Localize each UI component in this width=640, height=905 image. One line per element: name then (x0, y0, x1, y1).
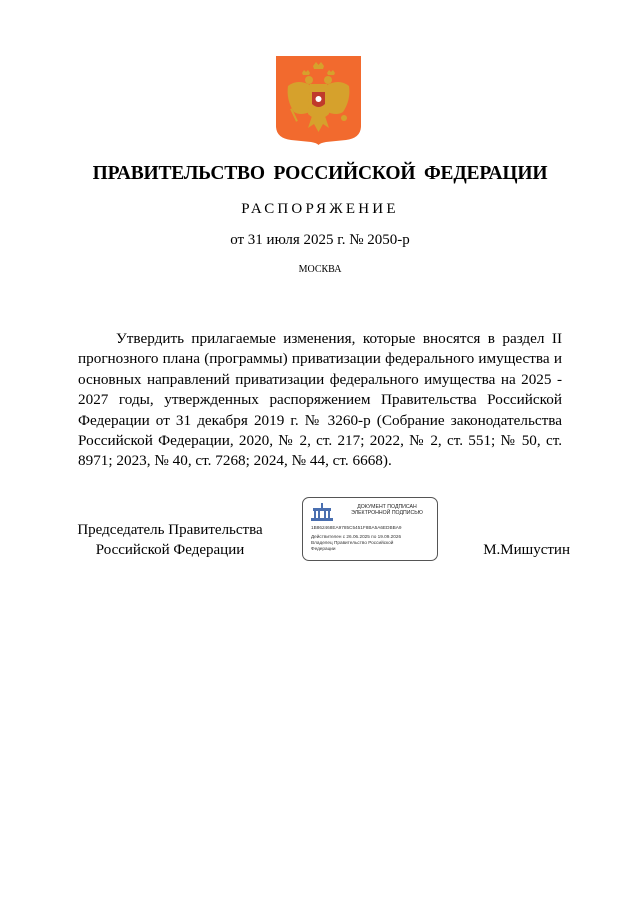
stamp-certificate-serial: 1B862468EA9785C5451F8BA5A6EDBBA9 (311, 525, 402, 530)
stamp-owner-line1: Владелец Правительство Российской (311, 540, 394, 545)
stamp-heading-line1: ДОКУМЕНТ ПОДПИСАН (357, 504, 417, 510)
document-city: МОСКВА (298, 264, 342, 275)
document-type: РАСПОРЯЖЕНИЕ (241, 201, 399, 217)
e-signature-stamp (302, 497, 438, 561)
stamp-validity: Действителен с 26.06.2025 по 19.09.2026 (311, 534, 402, 539)
signer-position (70, 520, 270, 560)
body-paragraph: Утвердить прилагаемые изменения, которые вносятся в раздел II прогнозного плана (программы) приватизации федерального имущества и основных направлений приватизации федерального имущества на 2025 - 2027 годы, утвержденных распоряжением Правительства Российской Федерации от 31 декабря 2019 г. № 3260-р (Собрание законодательства Российской Федерации, 2020, № 2, ст. 217; 2022, № 2, ст. 551; № 50, ст. 8971; 2023, № 40, ст. 7268; 2024, № 44, ст. 6668). (78, 330, 562, 470)
signer-position-line1: Председатель Правительства (77, 522, 263, 538)
coat-of-arms-icon (276, 56, 361, 145)
stamp-owner-line2: Федерации (311, 546, 336, 551)
stamp-heading-line2: ЭЛЕКТРОННОЙ ПОДПИСЬЮ (351, 510, 423, 517)
signer-name: М.Мишустин (483, 542, 570, 558)
government-building-icon (310, 503, 334, 521)
document-date-number: от 31 июля 2025 г. № 2050-р (230, 232, 410, 248)
government-title: ПРАВИТЕЛЬСТВО РОССИЙСКОЙ ФЕДЕРАЦИИ (92, 163, 548, 184)
stamp-heading (339, 504, 435, 517)
signer-position-line2: Российской Федерации (95, 542, 245, 558)
